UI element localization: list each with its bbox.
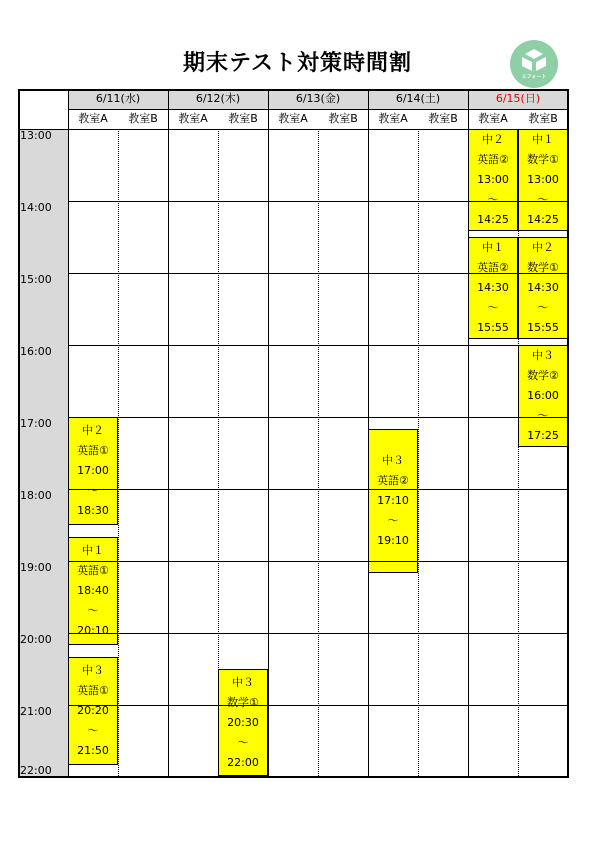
class-end-time: 15:55: [477, 321, 509, 334]
class-end-time: 17:25: [527, 429, 559, 442]
room-divider: [118, 129, 119, 778]
class-grade: 中３: [232, 675, 254, 689]
room-header: 教室A: [78, 112, 108, 125]
class-block: [68, 657, 118, 765]
class-end-time: 19:10: [377, 534, 409, 547]
class-start-time: 17:10: [377, 494, 409, 507]
class-end-time: 14:25: [527, 213, 559, 226]
time-label: 17:00: [20, 417, 52, 430]
class-time-separator: ～: [537, 193, 549, 206]
day-divider: [168, 89, 169, 778]
day-divider: [368, 89, 369, 778]
time-label: 15:00: [20, 273, 52, 286]
day-header: 6/13(金): [268, 89, 368, 109]
class-time-separator: ～: [537, 301, 549, 314]
class-time-separator: ～: [487, 193, 499, 206]
class-block: [218, 669, 268, 776]
class-grade: 中１: [82, 544, 104, 557]
class-subject: 英語②: [477, 153, 509, 166]
class-start-time: 20:20: [77, 704, 109, 717]
room-divider: [318, 129, 319, 778]
class-subject: 英語①: [77, 564, 109, 577]
company-logo: [510, 40, 558, 88]
class-subject: 数学②: [527, 369, 559, 382]
time-column-divider: [68, 89, 69, 778]
class-end-time: 22:00: [227, 755, 259, 769]
class-subject: 英語②: [477, 261, 509, 274]
room-header: 教室B: [528, 112, 558, 125]
class-time-separator: ～: [87, 484, 99, 497]
class-grade: 中２: [532, 241, 554, 254]
class-grade: 中１: [482, 241, 504, 254]
class-time-separator: ～: [537, 409, 549, 422]
header-divider: [18, 129, 569, 130]
room-header: 教室A: [278, 112, 308, 125]
class-start-time: 17:00: [77, 464, 109, 477]
class-subject: 英語①: [77, 444, 109, 457]
class-grade: 中２: [82, 424, 104, 437]
time-label: 19:00: [20, 561, 52, 574]
day-header: 6/12(木): [168, 89, 268, 109]
time-label: 20:00: [20, 633, 52, 646]
room-header: 教室B: [328, 112, 358, 125]
page-title: 期末テスト対策時間割: [182, 51, 413, 76]
class-time-separator: ～: [87, 724, 99, 737]
class-end-time: 18:30: [77, 504, 109, 517]
class-subject: 英語①: [77, 684, 109, 697]
class-time-separator: ～: [237, 735, 249, 749]
class-start-time: 18:40: [77, 584, 109, 597]
class-time-separator: ～: [87, 604, 99, 617]
class-grade: 中３: [82, 664, 104, 677]
timetable: [18, 89, 569, 778]
class-block: [68, 537, 118, 645]
class-subject: 英語②: [377, 474, 409, 487]
class-start-time: 14:30: [477, 281, 509, 294]
room-divider: [518, 129, 519, 778]
day-header: 6/14(土): [368, 89, 468, 109]
class-block: [368, 429, 418, 573]
class-start-time: 20:30: [227, 715, 259, 729]
room-divider: [218, 129, 219, 778]
class-time-separator: ～: [487, 301, 499, 314]
class-start-time: 13:00: [527, 173, 559, 186]
logo-text: エフォート: [521, 74, 547, 80]
class-grade: 中１: [532, 133, 554, 146]
day-divider: [268, 89, 269, 778]
class-block: [518, 129, 568, 231]
room-header: 教室B: [428, 112, 458, 125]
class-grade: 中３: [532, 349, 554, 362]
class-block: [468, 237, 518, 339]
class-block: [518, 237, 568, 339]
class-subject: 数学①: [527, 261, 559, 274]
class-start-time: 13:00: [477, 173, 509, 186]
class-block: [68, 417, 118, 525]
header-divider: [68, 109, 569, 110]
time-label: 22:00: [20, 764, 52, 777]
class-start-time: 16:00: [527, 389, 559, 402]
book-leaf-logo-icon: [510, 40, 558, 88]
time-label: 18:00: [20, 489, 52, 502]
class-end-time: 15:55: [527, 321, 559, 334]
day-header: 6/15(日): [468, 89, 568, 109]
day-header: 6/11(水): [68, 89, 168, 109]
time-label: 13:00: [20, 129, 52, 142]
time-label: 21:00: [20, 705, 52, 718]
class-block: [518, 345, 568, 447]
room-header: 教室B: [128, 112, 158, 125]
class-grade: 中２: [482, 133, 504, 146]
room-header: 教室A: [378, 112, 408, 125]
room-header: 教室B: [228, 112, 258, 125]
class-start-time: 14:30: [527, 281, 559, 294]
time-label: 16:00: [20, 345, 52, 358]
class-end-time: 21:50: [77, 744, 109, 757]
class-block: [468, 129, 518, 231]
room-header: 教室A: [478, 112, 508, 125]
room-header: 教室A: [178, 112, 208, 125]
time-label: 14:00: [20, 201, 52, 214]
class-time-separator: ～: [387, 514, 399, 527]
class-grade: 中３: [382, 454, 404, 467]
day-divider: [468, 89, 469, 778]
time-column: [18, 129, 68, 778]
class-subject: 数学①: [227, 695, 259, 709]
room-divider: [418, 129, 419, 778]
class-subject: 数学①: [527, 153, 559, 166]
class-end-time: 14:25: [477, 213, 509, 226]
class-end-time: 20:10: [77, 624, 109, 637]
